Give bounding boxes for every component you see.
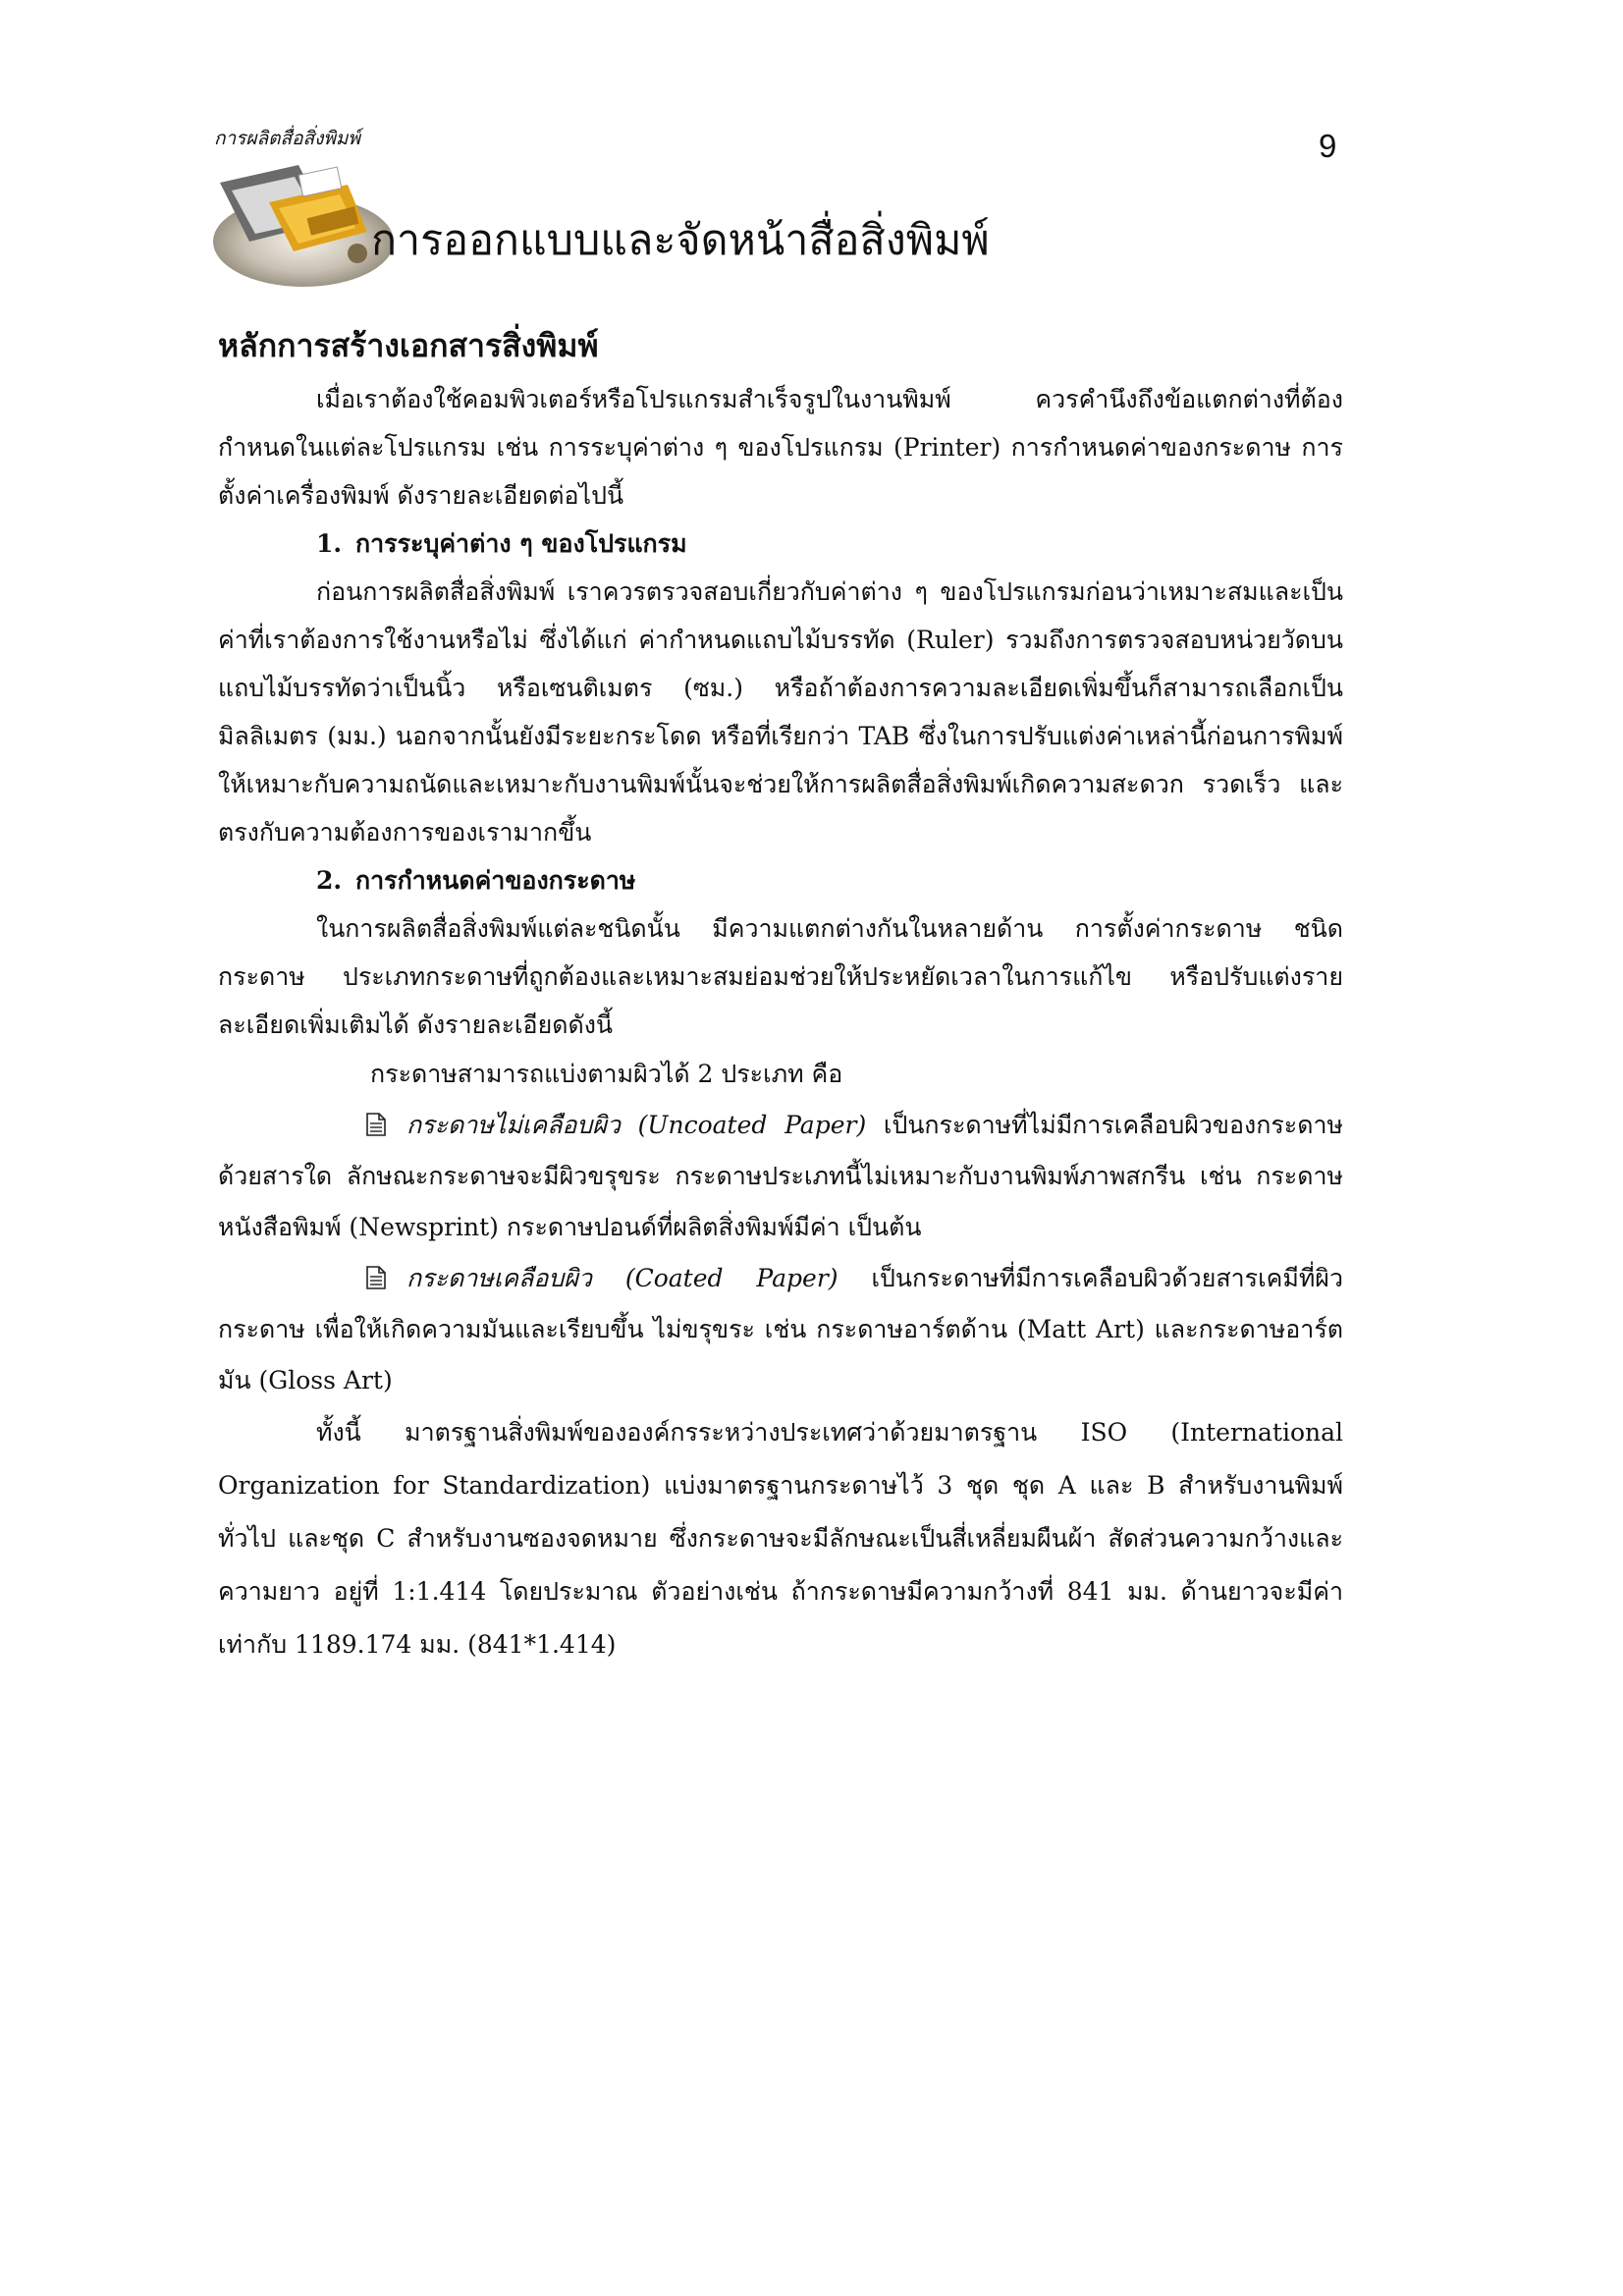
running-head: การผลิตสื่อสิ่งพิมพ์ <box>214 128 360 149</box>
uncoated-paper-term: กระดาษไม่เคลือบผิว (Uncoated Paper) <box>406 1111 867 1139</box>
uncoated-paper-item <box>218 1100 1343 1253</box>
item-2-body: ในการผลิตสื่อสิ่งพิมพ์แต่ละชนิดนั้น มีความแตกต่างกันในหลายด้าน การตั้งค่ากระดาษ ชนิดกระดาษ ประเภทกระดาษที่ถูกต้องและเหมาะสมย่อมช่วยให้ประหยัดเวลาในการแก้ไข หรือปรับแต่งรายละเอียดเพิ่มเติมได้ ดังรายละเอียดดังนี้ <box>218 914 1343 1039</box>
intro-paragraph: เมื่อเราต้องใช้คอมพิวเตอร์หรือโปรแกรมสำเร็จรูปในงานพิมพ์ ควรคำนึงถึงข้อแตกต่างที่ต้องกำหนดในแต่ละโปรแกรม เช่น การระบุค่าต่าง ๆ ของโปรแกรม (Printer) การกำหนดค่าของกระดาษ การตั้งค่าเครื่องพิมพ์ ดังรายละเอียดต่อไปนี้ <box>218 385 1343 510</box>
uncoated-paper-desc: เป็นกระดาษที่ไม่มีการเคลือบผิวของกระดาษด้วยสารใด ลักษณะกระดาษจะมีผิวขรุขระ กระดาษประเภทนี้ไม่เหมาะกับงานพิมพ์ภาพสกรีน เช่น กระดาษหนังสือพิมพ์ (Newsprint) กระดาษปอนด์ที่ผลิตสิ่งพิมพ์มีค่า เป็นต้น <box>218 1111 1343 1241</box>
iso-standards-paragraph: ทั้งนี้ มาตรฐานสิ่งพิมพ์ขององค์กรระหว่างประเทศว่าด้วยมาตรฐาน ISO (International Organization for Standardization) แบ่งมาตรฐานกระดาษไว้ 3 ชุด ชุด A และ B สำหรับงานพิมพ์ทั่วไป และชุด C สำหรับงานซองจดหมาย ซึ่งกระดาษจะมีลักษณะเป็นสี่เหลี่ยมผืนผ้า สัดส่วนความกว้างและความยาว อยู่ที่ 1:1.414 โดยประมาณ ตัวอย่างเช่น ถ้ากระดาษมีความกว้างที่ 841 มม. ด้านยาวจะมีค่าเท่ากับ 1189.174 มม. (841*1.414) <box>218 1418 1343 1659</box>
document-body <box>218 316 1343 1671</box>
item-1-title: การระบุค่าต่าง ๆ ของโปรแกรม <box>355 529 687 558</box>
item-1-heading <box>218 519 1343 568</box>
document-icon <box>365 1266 387 1289</box>
document-icon <box>365 1113 387 1136</box>
coated-paper-desc: เป็นกระดาษที่มีการเคลือบผิวด้วยสารเคมีที่ผิวกระดาษ เพื่อให้เกิดความมันและเรียบขึ้น ไม่ขรุขระ เช่น กระดาษอาร์ตด้าน (Matt Art) และกระดาษอาร์ตมัน (Gloss Art) <box>218 1264 1343 1394</box>
item-2-heading <box>218 856 1343 904</box>
coated-paper-item <box>218 1253 1343 1406</box>
coated-paper-term: กระดาษเคลือบผิว (Coated Paper) <box>406 1264 839 1292</box>
paper-types-intro: กระดาษสามารถแบ่งตามผิวได้ 2 ประเภท คือ <box>370 1060 843 1088</box>
item-2-title: การกำหนดค่าของกระดาษ <box>355 866 636 895</box>
chapter-title: การออกแบบและจัดหน้าสื่อสิ่งพิมพ์ <box>371 216 990 265</box>
page-number: 9 <box>1319 128 1337 164</box>
printing-logo-icon <box>210 163 397 291</box>
item-1-number: 1. <box>316 529 343 558</box>
item-1-body: ก่อนการผลิตสื่อสิ่งพิมพ์ เราควรตรวจสอบเกี่ยวกับค่าต่าง ๆ ของโปรแกรมก่อนว่าเหมาะสมและเป็นค่าที่เราต้องการใช้งานหรือไม่ ซึ่งได้แก่ ค่ากำหนดแถบไม้บรรทัด (Ruler) รวมถึงการตรวจสอบหน่วยวัดบนแถบไม้บรรทัดว่าเป็นนิ้ว หรือเซนติเมตร (ซม.) หรือถ้าต้องการความละเอียดเพิ่มขึ้นก็สามารถเลือกเป็นมิลลิเมตร (มม.) นอกจากนั้นยังมีระยะกระโดด หรือที่เรียกว่า TAB ซึ่งในการปรับแต่งค่าเหล่านี้ก่อนการพิมพ์ให้เหมาะกับความถนัดและเหมาะกับงานพิมพ์นั้นจะช่วยให้การผลิตสื่อสิ่งพิมพ์เกิดความสะดวก รวดเร็ว และตรงกับความต้องการของเรามากขึ้น <box>218 577 1343 847</box>
item-2-number: 2. <box>316 866 343 895</box>
section-heading: หลักการสร้างเอกสารสิ่งพิมพ์ <box>218 327 599 364</box>
